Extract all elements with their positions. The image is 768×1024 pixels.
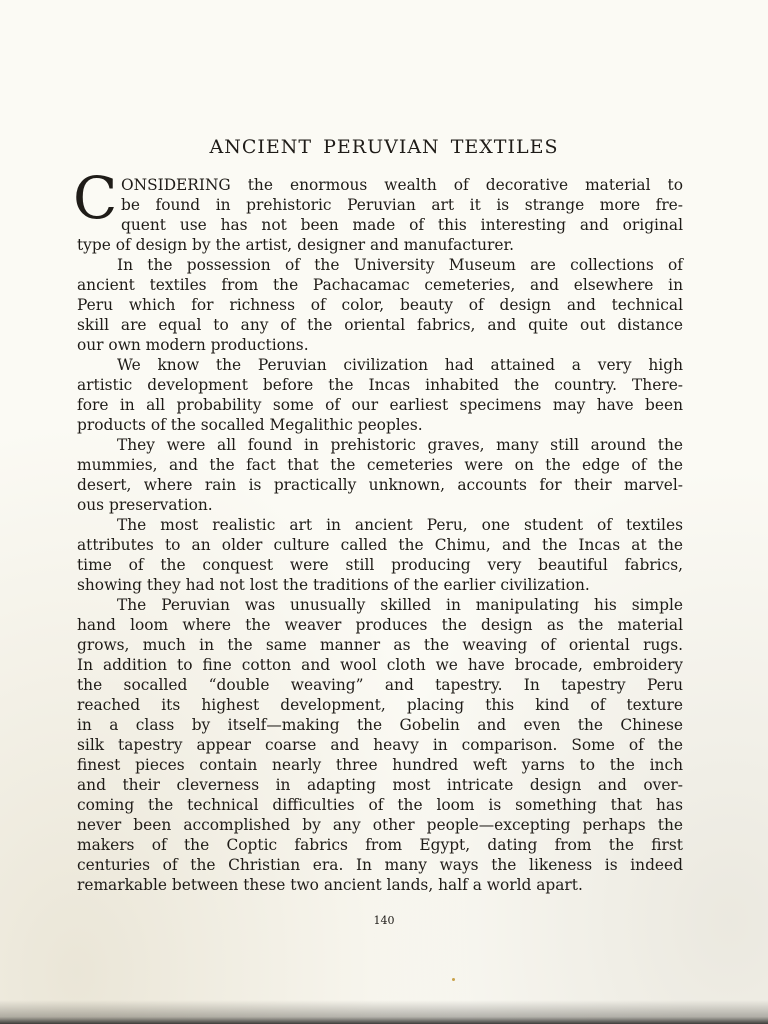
text-line: Peru which for richness of color, beauty of design and technical: [77, 296, 683, 314]
text-line: in a class by itself—making the Gobelin and even the Chinese: [77, 716, 683, 734]
text-line: centuries of the Christian era. In many ways the likeness is indeed: [77, 856, 683, 874]
text-line: type of design by the artist, designer and manufacturer.: [77, 236, 515, 254]
page-title: ANCIENT PERUVIAN TEXTILES: [209, 136, 559, 158]
text-line: the socalled “double weaving” and tapestry. In tapestry Peru: [77, 676, 683, 694]
text-line: reached its highest development, placing this kind of texture: [77, 696, 683, 714]
text-line: ous preservation.: [77, 496, 213, 514]
scan-edge-shadow: [0, 1000, 768, 1024]
text-line: and their cleverness in adapting most intricate design and over-: [77, 776, 683, 794]
text-line: be found in prehistoric Peruvian art it is strange more fre-: [121, 196, 683, 214]
text-line: silk tapestry appear coarse and heavy in comparison. Some of the: [77, 736, 683, 754]
text-line: In the possession of the University Museum are collections of: [117, 256, 683, 274]
article-body: [73, 164, 683, 895]
paper-speck: [452, 978, 455, 981]
text-line: desert, where rain is practically unknown, accounts for their marvel-: [77, 476, 683, 494]
drop-cap: C: [73, 164, 118, 232]
text-line: our own modern productions.: [77, 336, 309, 354]
text-line: ancient textiles from the Pachacamac cemeteries, and elsewhere in: [77, 276, 683, 294]
text-line: The most realistic art in ancient Peru, one student of textiles: [117, 516, 683, 534]
text-line: skill are equal to any of the oriental fabrics, and quite out distance: [77, 316, 683, 334]
text-line: showing they had not lost the traditions of the earlier civilization.: [77, 576, 590, 594]
text-line: quent use has not been made of this interesting and original: [121, 216, 683, 234]
text-line: remarkable between these two ancient lands, half a world apart.: [77, 876, 583, 894]
text-line: coming the technical difficulties of the loom is something that has: [77, 796, 683, 814]
text-line: finest pieces contain nearly three hundred weft yarns to the inch: [77, 756, 683, 774]
text-line: grows, much in the same manner as the weaving of oriental rugs.: [77, 636, 683, 654]
text-line: hand loom where the weaver produces the design as the material: [77, 616, 683, 634]
page-number: 140: [373, 914, 395, 927]
text-line: We know the Peruvian civilization had attained a very high: [117, 356, 683, 374]
text-line: fore in all probability some of our earliest specimens may have been: [77, 396, 683, 414]
text-line: In addition to fine cotton and wool cloth we have brocade, embroidery: [77, 656, 683, 674]
text-line: products of the socalled Megalithic peoples.: [77, 416, 423, 434]
text-line: mummies, and the fact that the cemeteries were on the edge of the: [77, 456, 683, 474]
text-line: ONSIDERING the enormous wealth of decorative material to: [121, 176, 683, 194]
text-line: The Peruvian was unusually skilled in manipulating his simple: [117, 596, 683, 614]
text-line: artistic development before the Incas inhabited the country. There-: [77, 376, 683, 394]
text-line: time of the conquest were still producing very beautiful fabrics,: [77, 556, 683, 574]
text-line: attributes to an older culture called the Chimu, and the Incas at the: [77, 536, 683, 554]
text-line: never been accomplished by any other people—excepting perhaps the: [77, 816, 683, 834]
text-line: makers of the Coptic fabrics from Egypt, dating from the first: [77, 836, 683, 854]
text-line: They were all found in prehistoric graves, many still around the: [117, 436, 683, 454]
